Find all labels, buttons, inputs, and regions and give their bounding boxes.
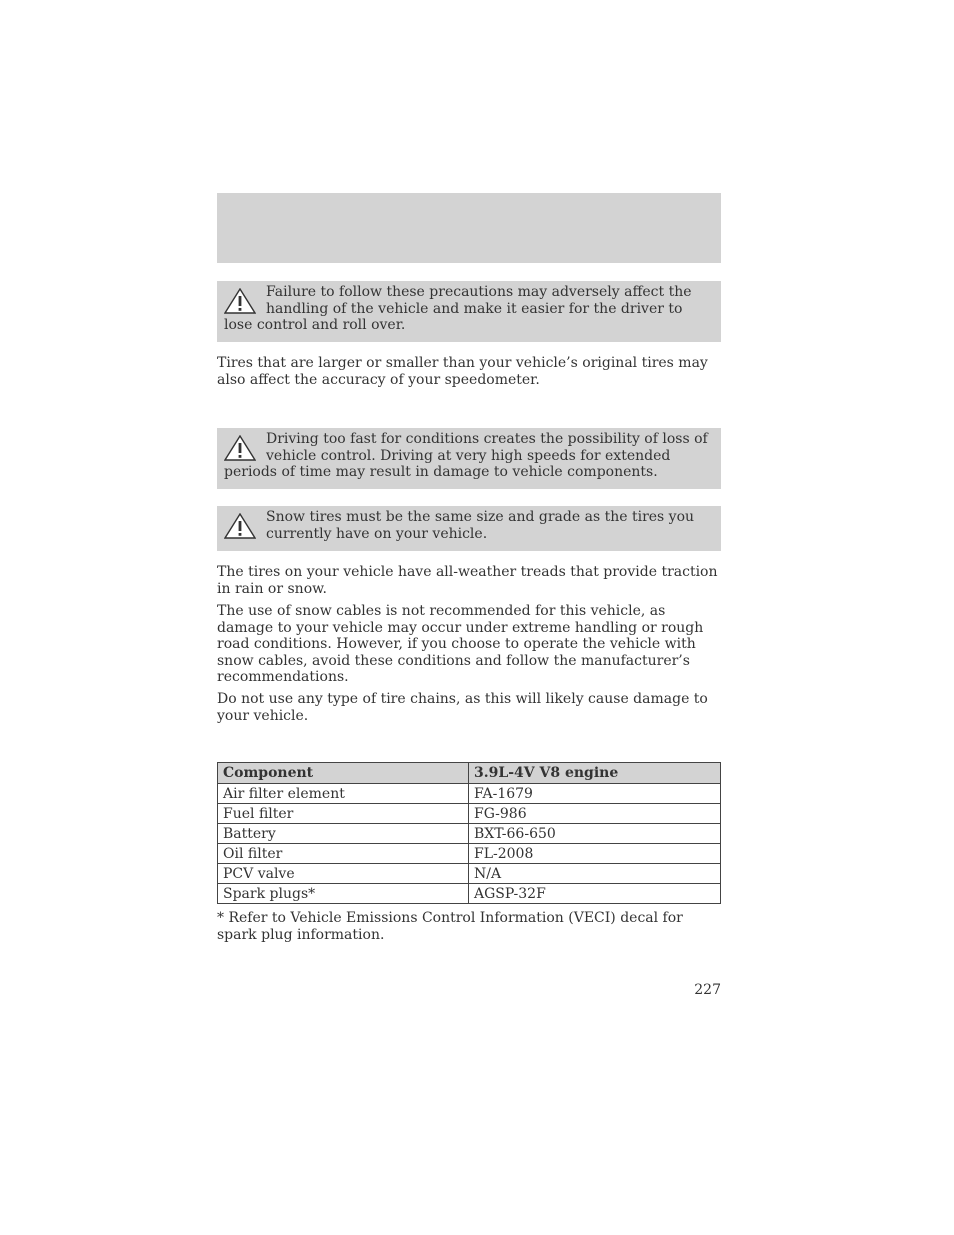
table-footnote: * Refer to Vehicle Emissions Control Information (VECI) decal for spark plug information.	[217, 910, 683, 943]
section-header-band	[217, 193, 721, 263]
table-cell-part-number: AGSP-32F	[469, 884, 721, 904]
table-cell-component: PCV valve	[218, 864, 469, 884]
table-row	[218, 784, 721, 804]
table-cell-component: Oil filter	[218, 844, 469, 864]
table-row	[218, 884, 721, 904]
warning-box-speed	[217, 428, 721, 489]
warning-text: Failure to follow these precautions may adversely affect the handling of the vehicle and make it easier for the driver to lose control and roll over.	[224, 284, 692, 333]
page-number: 227	[694, 982, 721, 998]
table-cell-part-number: FG-986	[469, 804, 721, 824]
warning-box-snow-tires	[217, 506, 721, 551]
table-cell-part-number: BXT-66-650	[469, 824, 721, 844]
warning-box-rollover	[217, 281, 721, 342]
table-row	[218, 844, 721, 864]
paragraph-tire-chains: Do not use any type of tire chains, as this will likely cause damage to your vehicle.	[217, 691, 708, 724]
warning-triangle-icon	[224, 435, 256, 461]
paragraph-all-weather: The tires on your vehicle have all-weather treads that provide traction in rain or snow.	[217, 564, 718, 597]
table-row	[218, 804, 721, 824]
table-cell-part-number: FA-1679	[469, 784, 721, 804]
table-row	[218, 864, 721, 884]
warning-triangle-icon	[224, 288, 256, 314]
warning-text: Driving too fast for conditions creates the possibility of loss of vehicle control. Driving at very high speeds for extended periods of time may result in damage to vehicle components.	[224, 431, 708, 480]
parts-table	[217, 762, 721, 904]
warning-triangle-icon	[224, 513, 256, 539]
table-header-row	[218, 763, 721, 784]
warning-text: Snow tires must be the same size and grade as the tires you currently have on your vehicle.	[266, 509, 695, 542]
table-header-component: Component	[218, 763, 469, 784]
table-cell-component: Battery	[218, 824, 469, 844]
table-header-engine: 3.9L-4V V8 engine	[469, 763, 721, 784]
paragraph-snow-cables: The use of snow cables is not recommended for this vehicle, as damage to your vehicle may occur under extreme handling or rough road conditions. However, if you choose to operate the vehicle with snow cables, avoid these conditions and follow the manufacturer’s recommendations.	[217, 603, 704, 685]
table-cell-component: Air filter element	[218, 784, 469, 804]
table-cell-part-number: N/A	[469, 864, 721, 884]
table-row	[218, 824, 721, 844]
table-cell-component: Spark plugs*	[218, 884, 469, 904]
table-cell-component: Fuel filter	[218, 804, 469, 824]
paragraph-tire-size: Tires that are larger or smaller than your vehicle’s original tires may also affect the accuracy of your speedometer.	[217, 355, 708, 388]
table-cell-part-number: FL-2008	[469, 844, 721, 864]
